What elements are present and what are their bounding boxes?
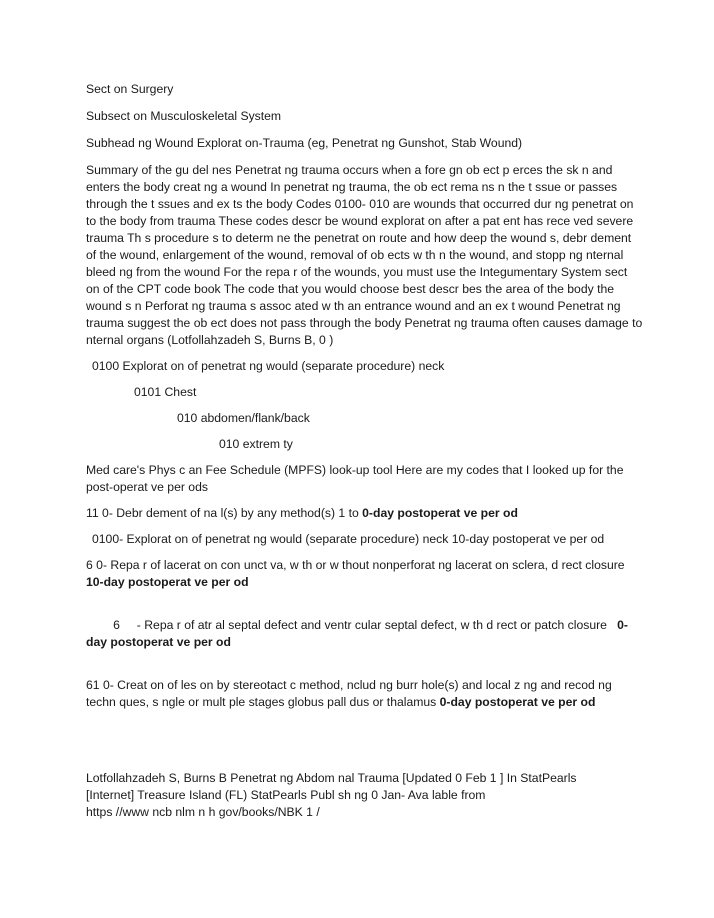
code-neck: 0100 Explorat on of penetrat ng would (separate procedure) neck — [92, 359, 445, 373]
guidelines-summary: Summary of the gu del nes Penetrat ng trauma occurs when a fore gn ob ect p erces the sk n and enters the body creat ng a wound In penetrat ng trauma, the ob ect rema ns n the t ssue or passes through the t ssues and ex ts the body Codes 0100- 010 are wounds that occurred dur ng penetrat on to the body from trauma These codes descr be wound explorat on after a pat ent has rece ved severe trauma Th s procedure s to determ ne the penetrat on route and how deep the wound s, debr dement of the wound, enlargement of the wound, removal of ob ects w th n the wound, and stopp ng nternal bleed ng from the wound For the repa r of the wounds, you must use the Integumentary System sect on of the CPT code book The code that you would choose best descr bes the area of the body the wound s n Perforat ng trauma s assoc ated w th an entrance wound and an ex t wound Penetrat ng trauma suggest the ob ect does not pass through the body Penetrat ng trauma often causes damage to nternal organs (Lotfollahzadeh S, Burns B, 0 ) — [86, 163, 643, 347]
reference-url: https //www ncb nlm n h gov/books/NBK 1 / — [86, 805, 320, 819]
fee-schedule-intro: Med care's Phys c an Fee Schedule (MPFS) look-up tool Here are my codes that I looked up for the post-operat ve per ods — [86, 463, 624, 494]
fee-item-text: 0100- Explorat on of penetrat ng would (separate procedure) neck 10-day postoperat ve per od — [92, 532, 605, 546]
reference-line: Lotfollahzadeh S, Burns B Penetrat ng Abdom nal Trauma [Updated 0 Feb 1 ] In StatPearls — [86, 771, 577, 785]
fee-item — [86, 600, 644, 668]
fee-item-text: 61 0- Creat on of les on by stereotact c method, nclud ng burr hole(s) and local z ng and recod ng techn ques, s ngle or mult ple stages globus pall dus or thalamus — [86, 678, 612, 709]
fee-item-period: 0-day postoperat ve per od — [362, 506, 518, 520]
fee-item — [86, 505, 644, 522]
subheading: Subhead ng Wound Explorat on-Trauma (eg, Penetrat ng Gunshot, Stab Wound) — [86, 136, 523, 150]
fee-item — [86, 531, 644, 548]
fee-item-period: 10-day postoperat ve per od — [86, 575, 249, 589]
fee-item-text: 11 0- Debr dement of na l(s) by any method(s) 1 to — [86, 506, 363, 520]
fee-item — [86, 557, 644, 591]
fee-item-period: 0-day postoperat ve per od — [439, 695, 596, 709]
section-heading: Sect on Surgery — [86, 82, 174, 96]
fee-item-text: 6 0- Repa r of lacerat on con unct va, w th or w thout nonperforat ng lacerat on sclera, d rect closure — [86, 558, 625, 572]
code-extremity: 010 extrem ty — [219, 437, 293, 451]
reference — [86, 770, 646, 821]
code-chest: 0101 Chest — [134, 385, 197, 399]
reference-line: [Internet] Treasure Island (FL) StatPearls Publ sh ng 0 Jan- Ava lable from — [86, 788, 486, 802]
fee-item — [86, 677, 644, 711]
subsection-heading: Subsect on Musculoskeletal System — [86, 109, 282, 123]
fee-item-period: 0-day postoperat ve per od — [86, 618, 628, 649]
code-abdomen: 010 abdomen/flank/back — [177, 411, 310, 425]
fee-item-text: 6 - Repa r of atr al septal defect and ventr cular septal defect, w th d rect or patch closure — [99, 618, 618, 632]
